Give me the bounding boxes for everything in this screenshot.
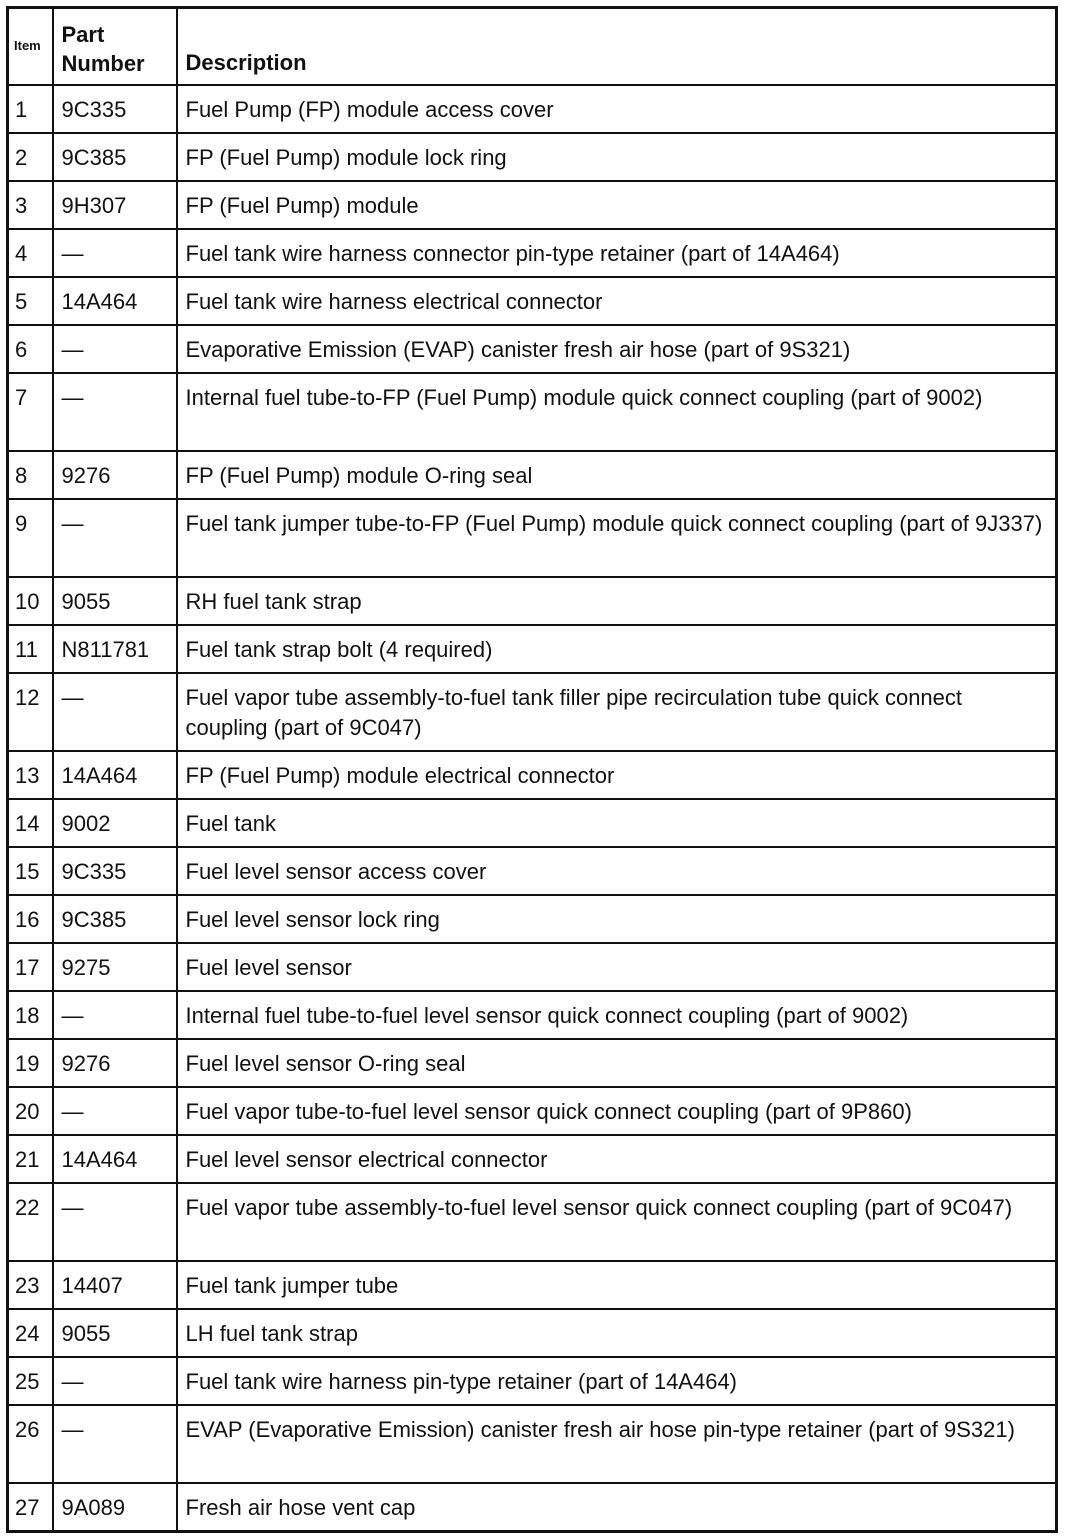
part-number-cell: — <box>53 373 177 451</box>
description-cell: Fuel tank <box>177 799 1057 847</box>
table-row <box>8 1135 1057 1183</box>
part-number-cell: — <box>53 1087 177 1135</box>
table-row <box>8 1261 1057 1309</box>
description-cell: Fuel tank jumper tube-to-FP (Fuel Pump) module quick connect coupling (part of 9J337) <box>177 499 1057 577</box>
part-number-cell: 9276 <box>53 1039 177 1087</box>
part-number-cell: — <box>53 1183 177 1261</box>
table-row <box>8 181 1057 229</box>
description-cell: Fuel vapor tube assembly-to-fuel level sensor quick connect coupling (part of 9C047) <box>177 1183 1057 1261</box>
description-cell: Fuel tank jumper tube <box>177 1261 1057 1309</box>
description-cell: FP (Fuel Pump) module lock ring <box>177 133 1057 181</box>
item-cell: 19 <box>8 1039 53 1087</box>
description-cell: Fuel level sensor O-ring seal <box>177 1039 1057 1087</box>
part-number-cell: 9A089 <box>53 1483 177 1532</box>
part-number-cell: 14A464 <box>53 277 177 325</box>
description-cell: Fuel tank wire harness connector pin-type retainer (part of 14A464) <box>177 229 1057 277</box>
description-cell: RH fuel tank strap <box>177 577 1057 625</box>
part-number-cell: 14407 <box>53 1261 177 1309</box>
description-cell: Fuel vapor tube-to-fuel level sensor quick connect coupling (part of 9P860) <box>177 1087 1057 1135</box>
item-cell: 8 <box>8 451 53 499</box>
table-row <box>8 991 1057 1039</box>
item-cell: 27 <box>8 1483 53 1532</box>
part-number-cell: 9276 <box>53 451 177 499</box>
parts-table <box>6 6 1058 1533</box>
item-cell: 13 <box>8 751 53 799</box>
description-cell: FP (Fuel Pump) module O-ring seal <box>177 451 1057 499</box>
item-cell: 2 <box>8 133 53 181</box>
item-cell: 25 <box>8 1357 53 1405</box>
table-row <box>8 847 1057 895</box>
part-number-cell: 9055 <box>53 577 177 625</box>
table-row <box>8 943 1057 991</box>
item-cell: 14 <box>8 799 53 847</box>
table-row <box>8 751 1057 799</box>
table-row <box>8 373 1057 451</box>
part-number-cell: N811781 <box>53 625 177 673</box>
item-cell: 1 <box>8 85 53 133</box>
table-row <box>8 499 1057 577</box>
part-number-cell: — <box>53 1357 177 1405</box>
table-row <box>8 325 1057 373</box>
description-cell: Internal fuel tube-to-FP (Fuel Pump) module quick connect coupling (part of 9002) <box>177 373 1057 451</box>
table-row <box>8 85 1057 133</box>
item-cell: 3 <box>8 181 53 229</box>
part-number-cell: — <box>53 991 177 1039</box>
table-row <box>8 895 1057 943</box>
table-row <box>8 1087 1057 1135</box>
part-number-cell: 9275 <box>53 943 177 991</box>
header-description: Description <box>177 8 1057 85</box>
part-number-cell: 9002 <box>53 799 177 847</box>
item-cell: 21 <box>8 1135 53 1183</box>
header-part-number: Part Number <box>53 8 177 85</box>
description-cell: Fuel level sensor lock ring <box>177 895 1057 943</box>
part-number-cell: 14A464 <box>53 751 177 799</box>
table-row <box>8 277 1057 325</box>
part-number-cell: — <box>53 1405 177 1483</box>
description-cell: LH fuel tank strap <box>177 1309 1057 1357</box>
part-number-cell: — <box>53 673 177 751</box>
table-row <box>8 133 1057 181</box>
description-cell: Fuel level sensor access cover <box>177 847 1057 895</box>
item-cell: 9 <box>8 499 53 577</box>
table-row <box>8 1039 1057 1087</box>
description-cell: Fuel level sensor electrical connector <box>177 1135 1057 1183</box>
part-number-cell: 9C335 <box>53 85 177 133</box>
description-cell: Fuel vapor tube assembly-to-fuel tank filler pipe recirculation tube quick connect coupling (part of 9C047) <box>177 673 1057 751</box>
item-cell: 7 <box>8 373 53 451</box>
item-cell: 10 <box>8 577 53 625</box>
item-cell: 24 <box>8 1309 53 1357</box>
item-cell: 16 <box>8 895 53 943</box>
table-row <box>8 625 1057 673</box>
item-cell: 17 <box>8 943 53 991</box>
table-row <box>8 1405 1057 1483</box>
item-cell: 20 <box>8 1087 53 1135</box>
part-number-cell: — <box>53 325 177 373</box>
table-row <box>8 1183 1057 1261</box>
description-cell: Fuel tank wire harness electrical connector <box>177 277 1057 325</box>
item-cell: 15 <box>8 847 53 895</box>
description-cell: FP (Fuel Pump) module electrical connector <box>177 751 1057 799</box>
table-row <box>8 451 1057 499</box>
item-cell: 26 <box>8 1405 53 1483</box>
part-number-cell: 9C385 <box>53 133 177 181</box>
description-cell: Fuel tank strap bolt (4 required) <box>177 625 1057 673</box>
part-number-cell: 9C335 <box>53 847 177 895</box>
item-cell: 6 <box>8 325 53 373</box>
description-cell: Fuel Pump (FP) module access cover <box>177 85 1057 133</box>
description-cell: EVAP (Evaporative Emission) canister fresh air hose pin-type retainer (part of 9S321) <box>177 1405 1057 1483</box>
item-cell: 12 <box>8 673 53 751</box>
table-row <box>8 1483 1057 1532</box>
header-item: Item <box>8 8 53 85</box>
item-cell: 22 <box>8 1183 53 1261</box>
part-number-cell: 9C385 <box>53 895 177 943</box>
description-cell: Fresh air hose vent cap <box>177 1483 1057 1532</box>
part-number-cell: 14A464 <box>53 1135 177 1183</box>
part-number-cell: 9055 <box>53 1309 177 1357</box>
table-body <box>8 85 1057 1532</box>
table-row <box>8 1357 1057 1405</box>
item-cell: 18 <box>8 991 53 1039</box>
table-row <box>8 1309 1057 1357</box>
description-cell: Internal fuel tube-to-fuel level sensor quick connect coupling (part of 9002) <box>177 991 1057 1039</box>
table-row <box>8 229 1057 277</box>
table-header-row <box>8 8 1057 85</box>
description-cell: Fuel level sensor <box>177 943 1057 991</box>
description-cell: Evaporative Emission (EVAP) canister fresh air hose (part of 9S321) <box>177 325 1057 373</box>
description-cell: FP (Fuel Pump) module <box>177 181 1057 229</box>
description-cell: Fuel tank wire harness pin-type retainer (part of 14A464) <box>177 1357 1057 1405</box>
part-number-cell: — <box>53 499 177 577</box>
item-cell: 5 <box>8 277 53 325</box>
item-cell: 4 <box>8 229 53 277</box>
item-cell: 23 <box>8 1261 53 1309</box>
part-number-cell: 9H307 <box>53 181 177 229</box>
table-row <box>8 673 1057 751</box>
part-number-cell: — <box>53 229 177 277</box>
table-row <box>8 577 1057 625</box>
item-cell: 11 <box>8 625 53 673</box>
table-row <box>8 799 1057 847</box>
